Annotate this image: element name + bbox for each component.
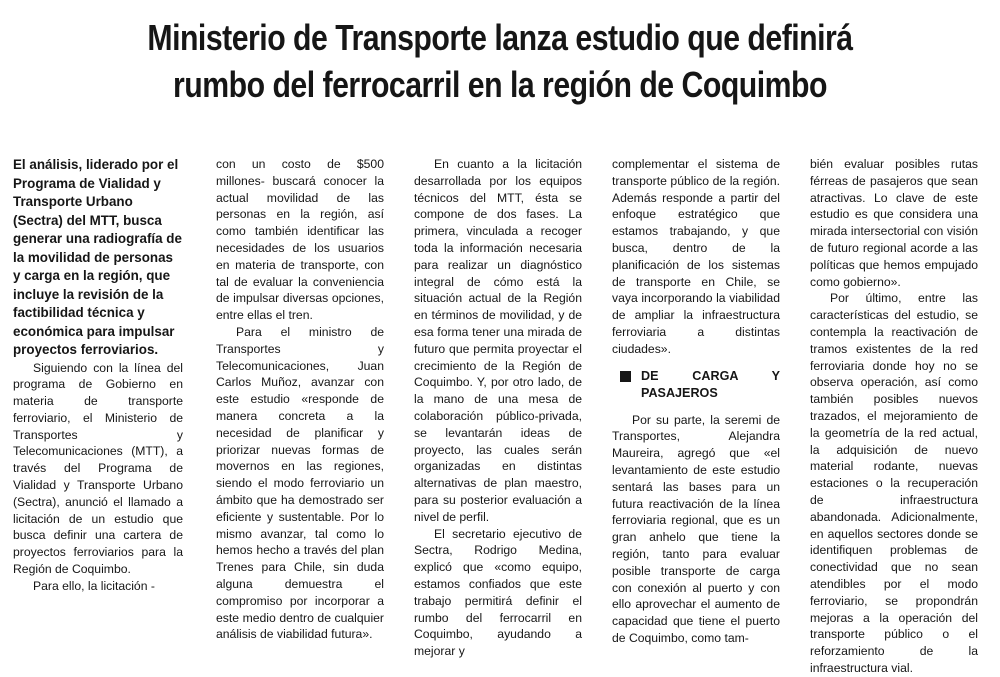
column-1 bbox=[13, 156, 183, 626]
column-3 bbox=[414, 156, 582, 659]
paragraph: complementar el sistema de transporte público de la región. Además responde a partir del enfoque estratégico que estamos trabajando, y que busca, dentro de la planificación de los sistemas de transporte en Chile, se vaya incorporando la viabilidad de ampliar la infraestructura ferroviaria a distintas ciudades». bbox=[612, 157, 780, 356]
square-bullet-icon bbox=[620, 371, 631, 382]
column-2 bbox=[216, 156, 384, 642]
headline bbox=[80, 14, 920, 108]
headline-line-2: rumbo del ferrocarril en la región de Coquimbo bbox=[173, 64, 827, 105]
headline-line-1: Ministerio de Transporte lanza estudio que definirá bbox=[147, 17, 853, 58]
paragraph: En cuanto a la licitación desarrollada por los equipos técnicos del MTT, ésta se compone de dos fases. La primera, vinculada a recoger toda la información necesaria para realizar un diagnóstico integral de cómo está la situación actual de la Región en términos de movilidad, y de esa forma tener una mirada de futuro que permita proyectar el crecimiento de la Región de Coquimbo. Y, por otro lado, de la mano de una mesa de colaboración público-privada, se levantarán ideas de proyecto, las cuales serán organizadas en distintas alternativas de plan maestro, para su posterior evaluación a nivel de perfil. bbox=[414, 157, 582, 524]
lead-paragraph: El análisis, liderado por el Programa de Vialidad y Transporte Urbano (Sectra) del MTT, busca generar una radiografía de la movilidad de personas y carga en la región, que incluye la revisión de la factibilidad técnica y económica para impulsar proyectos ferroviarios. bbox=[13, 157, 182, 357]
column-5 bbox=[810, 156, 978, 675]
paragraph: El secretario ejecutivo de Sectra, Rodrigo Medina, explicó que «como equipo, estamos confiados que este trabajo permitirá definir el rumbo del ferrocarril en Coquimbo, ayudando a mejorar y bbox=[414, 526, 582, 659]
subhead-text: DE CARGA Y PASAJEROS bbox=[641, 368, 780, 400]
paragraph: Para el ministro de Transportes y Telecomunicaciones, Juan Carlos Muñoz, avanzar con este estudio «responde de manera concreta a la necesidad de planificar y priorizar nuevas formas de movernos en las regiones, siendo el modo ferroviario un ámbito que ha demostrado ser eficiente y sustentable. Por lo mismo avanzar, tal como lo hemos hecho a través del plan Trenes para Chile, sin duda alguna demuestra el compromiso por incorporar a este medio dentro de cualquier análisis de viabilidad futura». bbox=[216, 324, 384, 642]
paragraph: Para ello, la licitación - bbox=[33, 578, 155, 593]
paragraph: Por último, entre las características del estudio, se contempla la reactivación de tramos existentes de la red ferroviaria donde hoy no se observa operación, así como también posibles nuevos trazados, el mejoramiento de la geometría de la red actual, la adquisición de nuevo material rodante, nuevas estaciones o la recuperación de infraestructura abandonada. Adicionalmente, en aquellos sectores donde se identifiquen problemas de conectividad que no sean atendibles por el modo ferroviario, se propondrán mejoras a la operación del transporte público o el reforzamiento de la infraestructura vial. bbox=[810, 291, 978, 675]
paragraph: con un costo de $500 millones- buscará conocer la actual movilidad de las personas en la región, así como también identificar las necesidades de los usuarios en materia de transporte, con tal de evaluar la conveniencia de impulsar diversas opciones, entre ellas el tren. bbox=[216, 157, 384, 323]
paragraph: bién evaluar posibles rutas férreas de pasajeros que sean atractivas. Lo clave de este estudio es que considera una mirada intersectorial con visión de futuro regional acorde a las políticas que hemos empujado como gobierno». bbox=[810, 157, 978, 289]
column-4 bbox=[612, 156, 780, 645]
paragraph: Siguiendo con la línea del programa de Gobierno en materia de transporte ferroviario, el Ministerio de Transportes y Telecomunicaciones (MTT), a través del Programa de Vialidad y Transporte Urbano (Sectra), anunció el llamado a licitación de un estudio que busca definir una cartera de proyectos ferroviarios para la Región de Coquimbo. bbox=[13, 360, 183, 577]
section-subhead bbox=[612, 368, 780, 402]
paragraph: Por su parte, la seremi de Transportes, Alejandra Maureira, agregó que «el levantamiento de este estudio sentará las bases para un futura reactivación de la línea ferroviaria regional, que es un gran anhelo que tiene la región, tanto para evaluar posible transporte de carga con conexión al puerto y con ello aprovechar el aumento de capacidad que tiene el puerto de Coquimbo, como tam- bbox=[612, 412, 780, 645]
